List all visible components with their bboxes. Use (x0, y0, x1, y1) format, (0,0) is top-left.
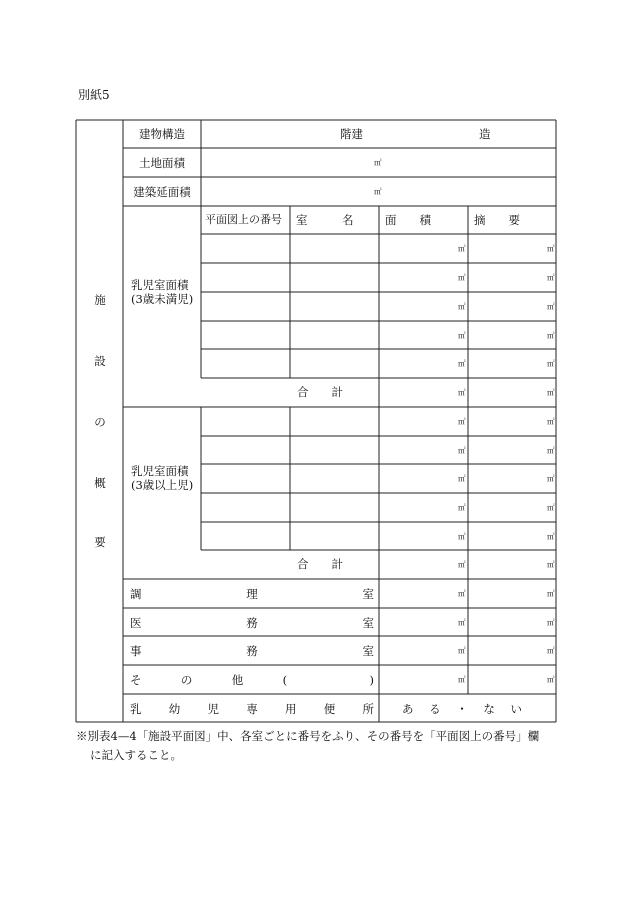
side-label-2: 設 (94, 354, 106, 368)
group2-sublabel: (3歳以上児) (131, 478, 194, 492)
group2-total-label: 合 計 (297, 557, 343, 571)
header-room-name: 室 名 (296, 213, 354, 227)
floor-area-unit: ㎡ (374, 187, 382, 196)
area-unit-mark: ㎡ (458, 532, 466, 541)
group2-label: 乳児室面積 (131, 464, 189, 478)
remarks-unit-mark: ㎡ (547, 302, 555, 311)
footnote-line-2: に記入すること。 (90, 748, 182, 762)
area-unit-mark: ㎡ (458, 675, 466, 684)
area-unit-mark: ㎡ (458, 646, 466, 655)
group1-label: 乳児室面積 (131, 278, 189, 292)
group1-total-label: 合 計 (297, 385, 343, 399)
area-unit-mark: ㎡ (458, 244, 466, 253)
area-unit-mark: ㎡ (458, 388, 466, 397)
remarks-unit-mark: ㎡ (547, 560, 555, 569)
remarks-unit-mark: ㎡ (547, 675, 555, 684)
area-unit-mark: ㎡ (458, 359, 466, 368)
area-unit-mark: ㎡ (458, 302, 466, 311)
land-area-label: 土地面積 (139, 156, 185, 170)
area-unit-mark: ㎡ (458, 503, 466, 512)
kitchen-label: 調 理 室 (130, 587, 374, 601)
side-label-5: 要 (94, 535, 106, 549)
group1-sublabel: (3歳未満児) (131, 292, 194, 306)
sheet-label: 別紙5 (78, 88, 110, 102)
remarks-unit-mark: ㎡ (547, 503, 555, 512)
header-remarks: 摘 要 (474, 213, 520, 227)
side-label-3: の (94, 415, 106, 429)
remarks-unit-mark: ㎡ (547, 417, 555, 426)
side-label-4: 概 (94, 476, 106, 490)
area-unit-mark: ㎡ (458, 446, 466, 455)
remarks-unit-mark: ㎡ (547, 446, 555, 455)
toilet-label: 乳 幼 児 専 用 便 所 (130, 702, 374, 716)
header-area: 面 積 (385, 213, 431, 227)
area-unit-mark: ㎡ (458, 273, 466, 282)
remarks-unit-mark: ㎡ (547, 618, 555, 627)
side-label-1: 施 (94, 293, 106, 307)
structure-floors: 階建 (340, 127, 363, 141)
area-unit-mark: ㎡ (458, 417, 466, 426)
footnote-line-1: ※別表4—4「施設平面図」中、各室ごとに番号をふり、その番号を「平面図上の番号」欄 (76, 729, 540, 743)
remarks-unit-mark: ㎡ (547, 474, 555, 483)
office-label: 事 務 室 (130, 644, 374, 658)
remarks-unit-mark: ㎡ (547, 273, 555, 282)
header-plan-number: 平面図上の番号 (205, 213, 282, 226)
remarks-unit-mark: ㎡ (547, 532, 555, 541)
area-unit-mark: ㎡ (458, 589, 466, 598)
area-unit-mark: ㎡ (458, 474, 466, 483)
area-unit-mark: ㎡ (458, 331, 466, 340)
remarks-unit-mark: ㎡ (547, 589, 555, 598)
footnote (76, 727, 556, 765)
remarks-unit-mark: ㎡ (547, 388, 555, 397)
remarks-unit-mark: ㎡ (547, 646, 555, 655)
area-unit-mark: ㎡ (458, 560, 466, 569)
other-label: そ の 他 ( ) (130, 673, 374, 687)
floor-area-label: 建築延面積 (133, 185, 191, 199)
area-unit-mark: ㎡ (458, 618, 466, 627)
remarks-unit-mark: ㎡ (547, 331, 555, 340)
land-area-unit: ㎡ (374, 158, 382, 167)
remarks-unit-mark: ㎡ (547, 244, 555, 253)
toilet-value: あ る ・ な い (402, 702, 522, 716)
remarks-unit-mark: ㎡ (547, 359, 555, 368)
infirmary-label: 医 務 室 (130, 616, 374, 630)
structure-type: 造 (479, 127, 491, 141)
structure-label: 建物構造 (139, 127, 185, 141)
